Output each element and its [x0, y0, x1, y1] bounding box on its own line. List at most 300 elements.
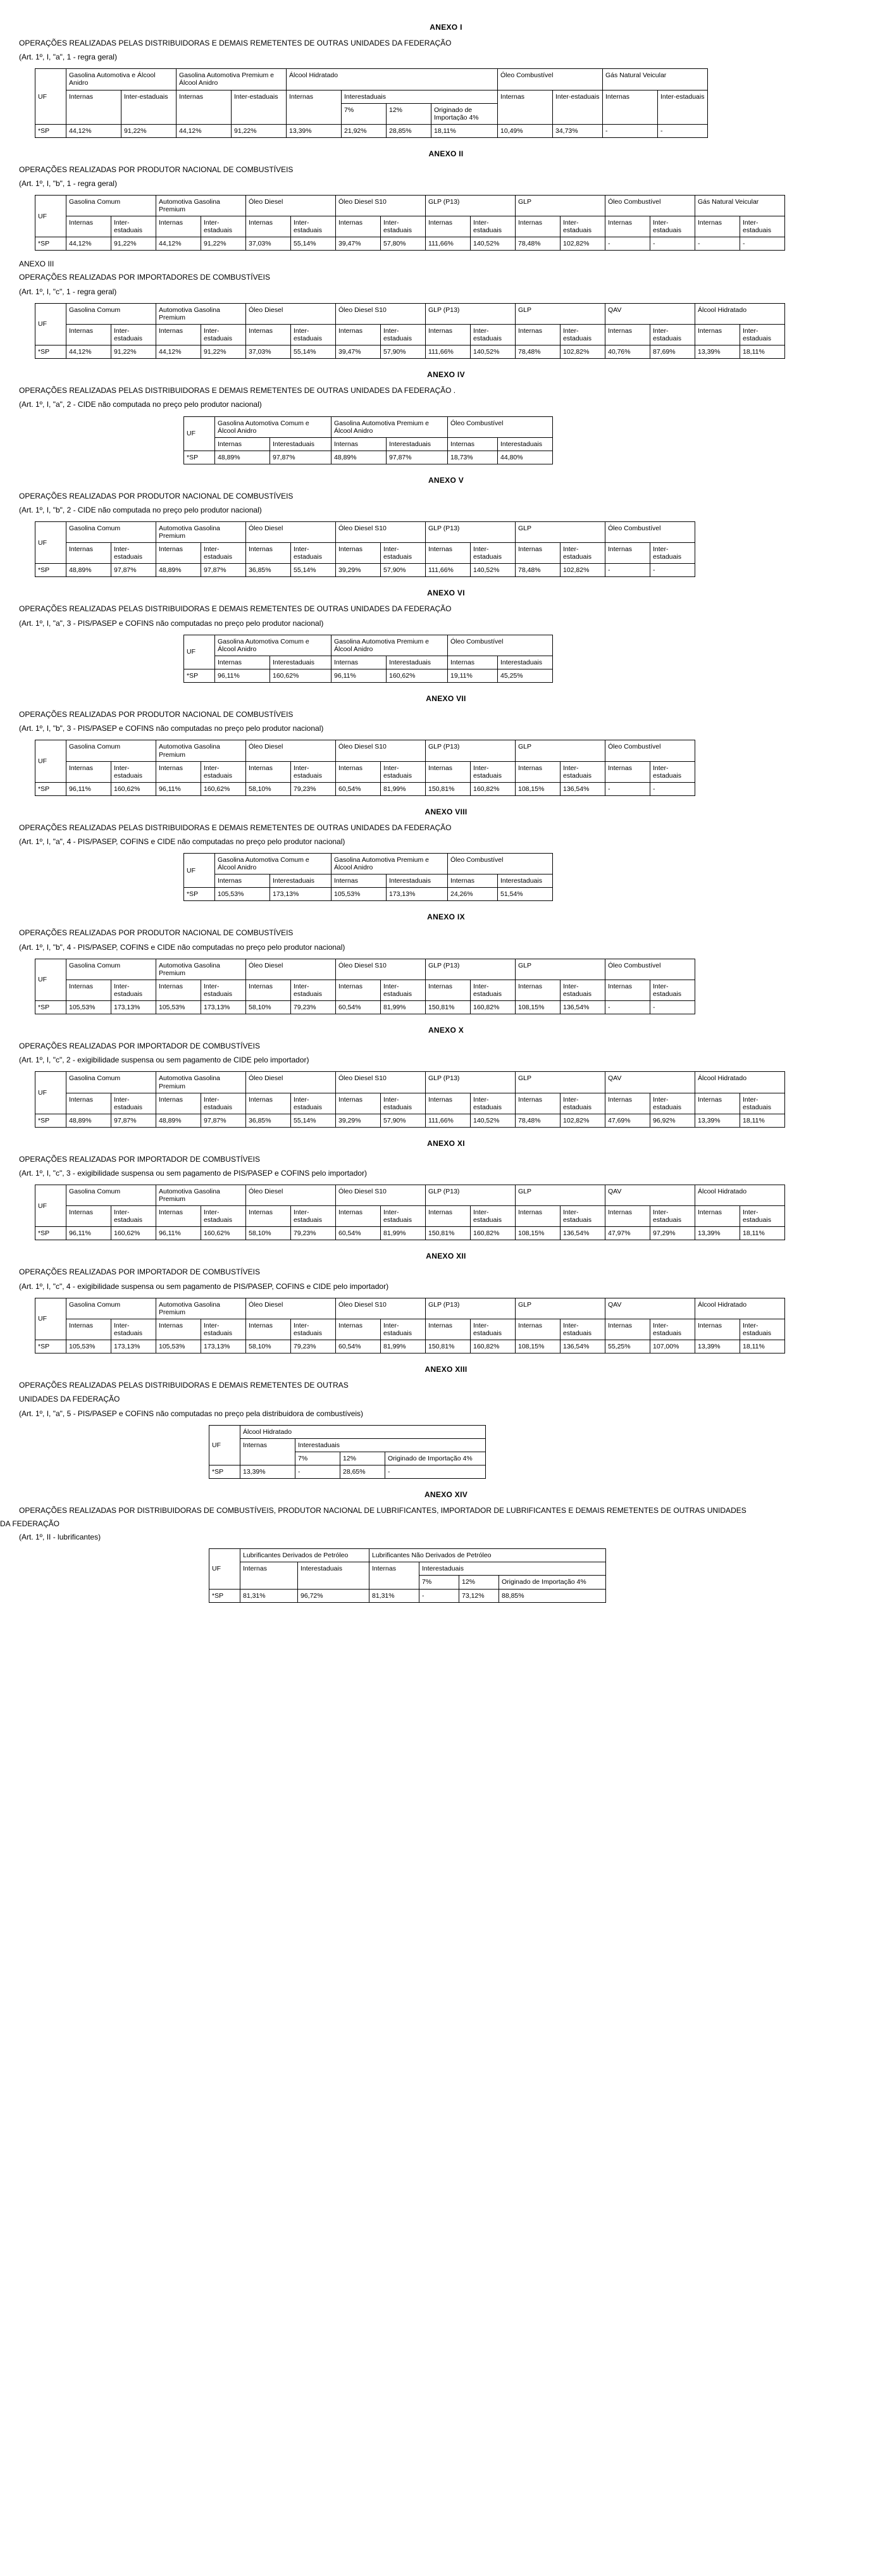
anexo-10-desc: OPERAÇÕES REALIZADAS POR IMPORTADOR DE COMBUSTÍVEIS: [19, 1042, 260, 1051]
anexo-13-table: [209, 1425, 486, 1479]
group-header: Gasolina Automotiva e Álcool Anidro: [66, 69, 177, 90]
group-header: GLP: [516, 303, 605, 324]
col-header: Internas: [605, 1319, 650, 1340]
table-row: [35, 303, 785, 324]
cell-value: 55,14%: [291, 345, 336, 359]
cell-value: 160,62%: [270, 669, 331, 683]
cell-value: 105,53%: [215, 888, 270, 901]
anexo-5-desc2: (Art. 1º, I, "b", 2 - CIDE não computada no preço pelo produtor nacional): [19, 505, 262, 514]
cell-value: 44,12%: [156, 345, 201, 359]
group-header: Álcool Hidratado: [240, 1425, 486, 1438]
group-header: Lubrificantes Derivados de Petróleo: [240, 1549, 369, 1562]
group-header: Óleo Diesel: [246, 522, 336, 543]
col-header: Interestaduais: [387, 437, 448, 451]
anexo-2-desc2: (Art. 1º, I, "b", 1 - regra geral): [19, 178, 117, 188]
col-header: Internas: [66, 980, 111, 1000]
cell-value: 55,14%: [291, 564, 336, 577]
group-header: GLP: [516, 1072, 605, 1093]
cell-value: 24,26%: [448, 888, 498, 901]
cell-value: 160,62%: [111, 1227, 156, 1240]
cell-value: -: [658, 124, 708, 137]
group-header: Álcool Hidratado: [287, 69, 498, 90]
col-header: Inter-estaduais: [201, 761, 246, 782]
col-header: Inter-estaduais: [381, 324, 426, 345]
col-header: Inter-estaduais: [650, 1319, 695, 1340]
cell-value: 97,87%: [387, 451, 448, 464]
anexo-5-table-wrap: [0, 521, 892, 577]
anexo-14-title: ANEXO XIV: [424, 1490, 468, 1499]
table-row: [184, 669, 553, 683]
cell-value: 13,39%: [695, 1114, 740, 1127]
anexo-7-desc: OPERAÇÕES REALIZADAS POR PRODUTOR NACIONAL DE COMBUSTÍVEIS: [19, 710, 294, 719]
anexo-14-table-wrap: [0, 1548, 892, 1602]
col-header: Internas: [156, 1206, 201, 1227]
table-row: [35, 782, 695, 795]
col-header: Internas: [246, 1206, 291, 1227]
cell-value: 111,66%: [426, 1114, 471, 1127]
row-label: *SP: [35, 237, 66, 251]
col-header: Interestaduais: [295, 1438, 486, 1452]
anexo-6-table-wrap: [0, 635, 892, 683]
cell-value: 48,89%: [215, 451, 270, 464]
cell-value: 48,89%: [66, 1114, 111, 1127]
col-header: Internas: [156, 761, 201, 782]
col-header: Inter-estaduais: [561, 980, 605, 1000]
table-row: [184, 656, 553, 669]
anexo-11-title: ANEXO XI: [427, 1138, 465, 1148]
anexo-8-desc2: (Art. 1º, I, "a", 4 - PIS/PASEP, COFINS e CIDE não computadas no preço pelo produtor nacional): [19, 837, 345, 846]
group-header: Gás Natural Veicular: [695, 196, 785, 216]
col-header: Inter-estaduais: [650, 761, 695, 782]
group-header: Óleo Diesel S10: [336, 1298, 426, 1319]
row-label: *SP: [184, 888, 215, 901]
cell-value: 79,23%: [291, 1340, 336, 1353]
cell-value: 108,15%: [516, 1001, 561, 1014]
group-header: Gasolina Comum: [66, 196, 156, 216]
row-label: *SP: [209, 1589, 240, 1602]
col-header: Internas: [336, 1206, 381, 1227]
table-row: [35, 522, 695, 543]
uf-header: UF: [35, 196, 66, 237]
col-header: Internas: [246, 1319, 291, 1340]
cell-value: 136,54%: [561, 1001, 605, 1014]
group-header: Óleo Diesel: [246, 303, 336, 324]
col-header: Inter-estaduais: [381, 1319, 426, 1340]
group-header: Óleo Combustível: [448, 416, 553, 437]
cell-value: 34,73%: [553, 124, 603, 137]
cell-value: 81,31%: [240, 1589, 298, 1602]
col-header: Inter-estaduais: [561, 1319, 605, 1340]
group-header: Gasolina Comum: [66, 740, 156, 761]
col-header: Inter-estaduais: [291, 1319, 336, 1340]
anexo-5-table: [35, 521, 695, 577]
col-header: Inter-estaduais: [291, 980, 336, 1000]
group-header: GLP: [516, 522, 605, 543]
col-header: Inter-estaduais: [650, 1093, 695, 1114]
table-row: [35, 237, 785, 251]
group-header: Óleo Combustível: [605, 959, 695, 980]
table-row: [35, 1072, 785, 1093]
table-row: [35, 1093, 785, 1114]
anexo-1-title: ANEXO I: [430, 23, 462, 32]
group-header: Óleo Diesel S10: [336, 303, 426, 324]
cell-value: 45,25%: [498, 669, 553, 683]
col-header: Inter-estaduais: [121, 90, 177, 124]
anexo-1-table: [35, 68, 708, 137]
group-header: Óleo Diesel S10: [336, 522, 426, 543]
cell-value: 140,52%: [471, 564, 516, 577]
anexo-6-table: [183, 635, 553, 683]
uf-header: UF: [184, 635, 215, 669]
col-header: Internas: [426, 543, 471, 564]
anexo-6-desc2: (Art. 1º, I, "a", 3 - PIS/PASEP e COFINS não computadas no preço pelo produtor nacional): [19, 618, 324, 628]
anexo-3-table: [35, 303, 785, 359]
col-header: Inter-estaduais: [291, 1093, 336, 1114]
cell-value: 96,92%: [650, 1114, 695, 1127]
anexo-13-desc-line2: UNIDADES DA FEDERAÇÃO: [19, 1395, 120, 1404]
cell-value: 105,53%: [156, 1340, 201, 1353]
cell-value: 60,54%: [336, 782, 381, 795]
col-header: Internas: [516, 1206, 561, 1227]
cell-value: 10,49%: [498, 124, 553, 137]
anexo-3-table-wrap: [0, 303, 892, 359]
col-header: Internas: [605, 1093, 650, 1114]
col-header: Internas: [603, 90, 658, 124]
table-row: [35, 543, 695, 564]
uf-header: UF: [184, 854, 215, 888]
uf-header: UF: [209, 1549, 240, 1589]
anexo-5-desc: OPERAÇÕES REALIZADAS POR PRODUTOR NACIONAL DE COMBUSTÍVEIS: [19, 491, 294, 501]
cell-value: 79,23%: [291, 1227, 336, 1240]
col-header: Internas: [240, 1562, 298, 1589]
cell-value: 39,47%: [336, 345, 381, 359]
group-header: Automotiva Gasolina Premium: [156, 959, 246, 980]
col-header: Internas: [66, 216, 111, 237]
cell-value: 88,85%: [499, 1589, 606, 1602]
cell-value: 140,52%: [471, 345, 516, 359]
cell-value: 78,48%: [516, 564, 561, 577]
table-row: [35, 124, 708, 137]
group-header: GLP (P13): [426, 740, 516, 761]
cell-value: 136,54%: [561, 1340, 605, 1353]
col-header: Internas: [156, 543, 201, 564]
group-header: QAV: [605, 1185, 695, 1206]
table-row: [209, 1549, 606, 1562]
cell-value: 81,31%: [369, 1589, 419, 1602]
table-row: [35, 980, 695, 1000]
col-header: Interestaduais: [387, 874, 448, 888]
col-header: 12%: [340, 1452, 385, 1465]
table-row: [35, 1001, 695, 1014]
cell-value: -: [740, 237, 785, 251]
cell-value: 91,22%: [121, 124, 177, 137]
col-header: 7%: [342, 103, 387, 124]
col-header: Internas: [246, 324, 291, 345]
group-header: Óleo Diesel S10: [336, 1072, 426, 1093]
col-header: Inter-estaduais: [201, 1206, 246, 1227]
anexo-12-table-wrap: [0, 1298, 892, 1353]
anexo-2-desc: OPERAÇÕES REALIZADAS POR PRODUTOR NACIONAL DE COMBUSTÍVEIS: [19, 165, 294, 174]
anexo-11-desc: OPERAÇÕES REALIZADAS POR IMPORTADOR DE COMBUSTÍVEIS: [19, 1154, 260, 1164]
cell-value: 13,39%: [695, 1227, 740, 1240]
cell-value: 28,65%: [340, 1465, 385, 1478]
row-label: *SP: [209, 1465, 240, 1478]
cell-value: 173,13%: [201, 1340, 246, 1353]
group-header: Óleo Diesel S10: [336, 740, 426, 761]
group-header: GLP (P13): [426, 1072, 516, 1093]
cell-value: 173,13%: [111, 1340, 156, 1353]
col-header: Inter-estaduais: [381, 543, 426, 564]
cell-value: 102,82%: [561, 564, 605, 577]
col-header: Internas: [246, 761, 291, 782]
col-header: Inter-estaduais: [650, 980, 695, 1000]
anexo-10-table-wrap: [0, 1071, 892, 1127]
anexo-12-title: ANEXO XII: [426, 1252, 466, 1261]
cell-value: 44,12%: [66, 345, 111, 359]
cell-value: 97,29%: [650, 1227, 695, 1240]
table-row: [35, 564, 695, 577]
col-header: Inter-estaduais: [740, 1093, 785, 1114]
cell-value: 150,81%: [426, 1001, 471, 1014]
anexo-11-table-wrap: [0, 1185, 892, 1240]
col-header: Internas: [215, 437, 270, 451]
anexo-4-table: [183, 416, 553, 464]
col-header: Internas: [66, 543, 111, 564]
col-header: Internas: [66, 90, 121, 124]
group-header: Gasolina Automotiva Comum e Álcool Anidro: [215, 854, 331, 874]
cell-value: 96,11%: [66, 1227, 111, 1240]
cell-value: 36,85%: [246, 564, 291, 577]
group-header: Álcool Hidratado: [695, 303, 785, 324]
col-header: Internas: [336, 1093, 381, 1114]
group-header: Automotiva Gasolina Premium: [156, 303, 246, 324]
cell-value: 47,97%: [605, 1227, 650, 1240]
anexo-4-table-wrap: [0, 416, 892, 464]
col-header: Internas: [695, 324, 740, 345]
anexo-14-desc2: (Art. 1º, II - lubrificantes): [19, 1533, 101, 1542]
cell-value: 105,53%: [331, 888, 387, 901]
cell-value: 102,82%: [561, 237, 605, 251]
table-row: [35, 90, 708, 103]
group-header: Gasolina Comum: [66, 1298, 156, 1319]
col-header: Internas: [331, 874, 387, 888]
anexo-2-table-wrap: [0, 195, 892, 251]
cell-value: 18,11%: [740, 1114, 785, 1127]
col-header: Internas: [426, 324, 471, 345]
cell-value: 91,22%: [201, 345, 246, 359]
col-header: Inter-estaduais: [201, 980, 246, 1000]
row-label: *SP: [35, 345, 66, 359]
col-header: Inter-estaduais: [471, 761, 516, 782]
col-header: Inter-estaduais: [291, 324, 336, 345]
table-row: [184, 854, 553, 874]
cell-value: 81,99%: [381, 1227, 426, 1240]
cell-value: 105,53%: [156, 1001, 201, 1014]
group-header: Álcool Hidratado: [695, 1072, 785, 1093]
anexo-8-table: [183, 853, 553, 901]
anexo-10-table: [35, 1071, 785, 1127]
cell-value: 55,14%: [291, 237, 336, 251]
col-header: Internas: [156, 1319, 201, 1340]
group-header: GLP: [516, 1298, 605, 1319]
cell-value: 160,62%: [201, 782, 246, 795]
group-header: Óleo Diesel: [246, 196, 336, 216]
cell-value: 97,87%: [201, 1114, 246, 1127]
anexo-12-desc: OPERAÇÕES REALIZADAS POR IMPORTADOR DE COMBUSTÍVEIS: [19, 1267, 260, 1277]
group-header: GLP: [516, 196, 605, 216]
row-label: *SP: [184, 669, 215, 683]
col-header: Internas: [156, 980, 201, 1000]
cell-value: -: [650, 237, 695, 251]
col-header: Inter-estaduais: [561, 324, 605, 345]
cell-value: 60,54%: [336, 1001, 381, 1014]
uf-header: UF: [35, 740, 66, 782]
col-header: Internas: [498, 90, 553, 124]
cell-value: 81,99%: [381, 1340, 426, 1353]
col-header: Internas: [66, 324, 111, 345]
col-header: Internas: [66, 1206, 111, 1227]
cell-value: 21,92%: [342, 124, 387, 137]
group-header: Gasolina Automotiva Premium e Álcool Anidro: [331, 416, 448, 437]
cell-value: 39,29%: [336, 1114, 381, 1127]
col-header: Inter-estaduais: [471, 1206, 516, 1227]
col-header: Internas: [695, 1319, 740, 1340]
col-header: Interestaduais: [298, 1562, 369, 1589]
table-row: [35, 324, 785, 345]
cell-value: -: [419, 1589, 459, 1602]
group-header: Gasolina Automotiva Premium e Álcool Anidro: [177, 69, 287, 90]
col-header: Inter-estaduais: [658, 90, 708, 124]
col-header: Inter-estaduais: [201, 543, 246, 564]
group-header: Automotiva Gasolina Premium: [156, 196, 246, 216]
anexo-2-title: ANEXO II: [428, 149, 464, 158]
col-header: Internas: [246, 216, 291, 237]
col-header: Internas: [695, 1093, 740, 1114]
anexo-1-desc: OPERAÇÕES REALIZADAS PELAS DISTRIBUIDORAS E DEMAIS REMETENTES DE OUTRAS UNIDADES DA FEDERAÇÃO: [19, 39, 452, 47]
group-header: Gasolina Comum: [66, 303, 156, 324]
col-header: Inter-estaduais: [650, 543, 695, 564]
col-header: Internas: [426, 1206, 471, 1227]
cell-value: 96,11%: [331, 669, 387, 683]
cell-value: 96,11%: [215, 669, 270, 683]
cell-value: 140,52%: [471, 237, 516, 251]
group-header: Gasolina Comum: [66, 1185, 156, 1206]
cell-value: 136,54%: [561, 782, 605, 795]
col-header: Interestaduais: [387, 656, 448, 669]
uf-header: UF: [35, 1185, 66, 1227]
group-header: Óleo Combustível: [605, 196, 695, 216]
col-header: Inter-estaduais: [201, 1093, 246, 1114]
group-header: Automotiva Gasolina Premium: [156, 1185, 246, 1206]
col-header: Inter-estaduais: [561, 761, 605, 782]
anexo-4-desc2: (Art. 1º, I, "a", 2 - CIDE não computada no preço pelo produtor nacional): [19, 400, 262, 409]
cell-value: 13,39%: [240, 1465, 295, 1478]
cell-value: 91,22%: [201, 237, 246, 251]
anexo-2-table: [35, 195, 785, 251]
col-header: Inter-estaduais: [561, 1093, 605, 1114]
cell-value: 48,89%: [156, 1114, 201, 1127]
col-header: Internas: [426, 1093, 471, 1114]
col-header: Internas: [246, 1093, 291, 1114]
col-header: Inter-estaduais: [471, 216, 516, 237]
anexo-4-title: ANEXO IV: [427, 370, 465, 380]
col-header: Originado de Importação 4%: [499, 1576, 606, 1589]
col-header: Internas: [336, 324, 381, 345]
anexo-9-table-wrap: [0, 959, 892, 1014]
col-header: Internas: [605, 980, 650, 1000]
col-header: Inter-estaduais: [650, 1206, 695, 1227]
col-header: Inter-estaduais: [291, 216, 336, 237]
cell-value: 150,81%: [426, 1340, 471, 1353]
cell-value: 60,54%: [336, 1340, 381, 1353]
cell-value: 58,10%: [246, 782, 291, 795]
group-header: Óleo Diesel S10: [336, 959, 426, 980]
cell-value: 81,99%: [381, 782, 426, 795]
cell-value: -: [605, 237, 650, 251]
group-header: Gasolina Automotiva Premium e Álcool Anidro: [331, 854, 448, 874]
cell-value: -: [650, 564, 695, 577]
col-header: Internas: [287, 90, 342, 124]
group-header: GLP (P13): [426, 196, 516, 216]
cell-value: 19,11%: [448, 669, 498, 683]
row-label: *SP: [35, 124, 66, 137]
col-header: Interestaduais: [498, 656, 553, 669]
group-header: GLP: [516, 959, 605, 980]
cell-value: -: [295, 1465, 340, 1478]
group-header: Gás Natural Veicular: [603, 69, 708, 90]
cell-value: 102,82%: [561, 1114, 605, 1127]
uf-header: UF: [209, 1425, 240, 1465]
anexo-9-table: [35, 959, 695, 1014]
table-row: [209, 1438, 486, 1452]
table-row: [35, 740, 695, 761]
cell-value: 111,66%: [426, 237, 471, 251]
col-header: Inter-estaduais: [471, 1093, 516, 1114]
col-header: Originado de Importação 4%: [431, 103, 498, 124]
group-header: Álcool Hidratado: [695, 1185, 785, 1206]
cell-value: 57,80%: [381, 237, 426, 251]
col-header: Internas: [336, 543, 381, 564]
col-header: Internas: [426, 761, 471, 782]
anexo-13-desc-line1: OPERAÇÕES REALIZADAS PELAS DISTRIBUIDORAS E DEMAIS REMETENTES DE OUTRAS: [19, 1381, 349, 1390]
cell-value: 140,52%: [471, 1114, 516, 1127]
cell-value: 78,48%: [516, 1114, 561, 1127]
row-label: *SP: [35, 782, 66, 795]
cell-value: 96,11%: [156, 782, 201, 795]
cell-value: 51,54%: [498, 888, 553, 901]
cell-value: 160,62%: [201, 1227, 246, 1240]
anexo-3-title: ANEXO III: [19, 259, 54, 269]
group-header: Gasolina Automotiva Premium e Álcool Anidro: [331, 635, 448, 656]
col-header: Internas: [336, 980, 381, 1000]
col-header: Inter-estaduais: [111, 1093, 156, 1114]
cell-value: 79,23%: [291, 1001, 336, 1014]
cell-value: 173,13%: [111, 1001, 156, 1014]
group-header: Gasolina Comum: [66, 959, 156, 980]
group-header: GLP (P13): [426, 1185, 516, 1206]
col-header: Internas: [516, 761, 561, 782]
cell-value: 48,89%: [66, 564, 111, 577]
group-header: Gasolina Automotiva Comum e Álcool Anidro: [215, 635, 331, 656]
col-header: Inter-estaduais: [111, 324, 156, 345]
anexo-10-title: ANEXO X: [428, 1026, 464, 1035]
cell-value: 108,15%: [516, 782, 561, 795]
anexo-12-desc2: (Art. 1º, I, "c", 4 - exigibilidade suspensa ou sem pagamento de PIS/PASEP, COFINS e CIDE pelo importador): [19, 1281, 389, 1291]
cell-value: -: [695, 237, 740, 251]
col-header: Interestaduais: [270, 437, 331, 451]
col-header: Inter-estaduais: [111, 216, 156, 237]
col-header: Inter-estaduais: [471, 1319, 516, 1340]
